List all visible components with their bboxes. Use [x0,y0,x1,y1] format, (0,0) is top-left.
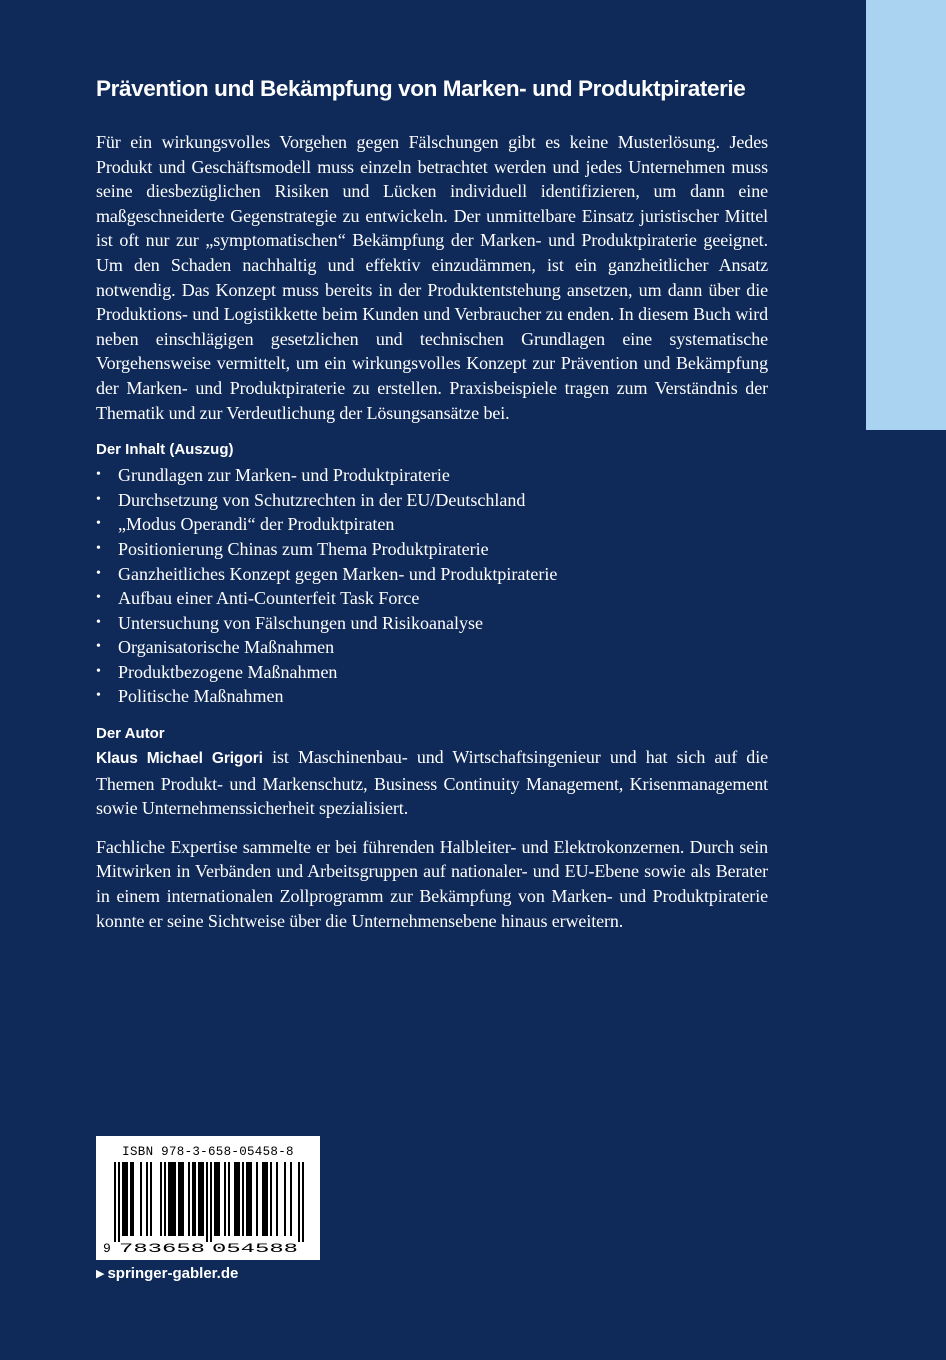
bullet-icon: • [96,614,101,630]
ean-first-digit: 9 [103,1241,111,1256]
list-item-label: Politische Maßnahmen [118,686,284,707]
list-item-label: Produktbezogene Maßnahmen [118,661,338,682]
list-item [96,537,768,562]
barcode-bar [178,1162,180,1236]
barcode-bar [238,1162,240,1236]
barcode-guard-bar [298,1162,300,1242]
barcode-guard-bar [302,1162,304,1242]
barcode-bar [236,1162,238,1236]
barcode-bar [224,1162,226,1236]
barcode-bar [234,1162,236,1236]
barcode-bar [270,1162,272,1236]
barcode-bar [132,1162,134,1236]
list-item-label: Untersuchung von Fälschungen und Risikoanalyse [118,612,483,633]
barcode-bar [188,1162,190,1236]
barcode-bar [182,1162,184,1236]
author-name: Klaus Michael Grigori [96,750,263,768]
list-item [96,660,768,685]
bullet-icon: • [96,565,101,581]
back-cover-content [96,74,768,933]
barcode-bar [130,1162,132,1236]
website-label: springer-gabler.de [107,1265,239,1282]
list-item [96,586,768,611]
list-item-label: Ganzheitliches Konzept gegen Marken- und Produktpiraterie [118,563,558,584]
list-item [96,684,768,709]
barcode-bar [250,1162,252,1236]
list-item-label: Positionierung Chinas zum Thema Produktpiraterie [118,538,489,559]
barcode-bar [164,1162,166,1236]
barcode-bar [174,1162,176,1236]
barcode-bar [198,1162,200,1236]
barcode-bar [146,1162,148,1236]
author-bio [96,745,768,821]
list-item-label: Aufbau einer Anti-Counterfeit Task Force [118,588,420,609]
list-item [96,562,768,587]
barcode-guard-bar [114,1162,116,1242]
bullet-icon: • [96,639,101,655]
barcode-bar [172,1162,174,1236]
barcode-bar [126,1162,128,1236]
barcode-bar [170,1162,172,1236]
list-item [96,488,768,513]
book-title: Prävention und Bekämpfung von Marken- und Produktpiraterie [96,76,746,101]
bullet-icon: • [96,516,101,532]
barcode-bar [290,1162,292,1236]
author-heading: Der Autor [96,725,165,743]
ean-left-group: 783658 [119,1241,205,1256]
barcode-bar [160,1162,162,1236]
barcode-bar [256,1162,258,1236]
list-item-label: Durchsetzung von Schutzrechten in der EU/Deutschland [118,489,526,510]
list-item [96,463,768,488]
publisher-website[interactable] [96,1264,238,1285]
list-item [96,611,768,636]
barcode-guard-bar [118,1162,120,1242]
barcode-bar [140,1162,142,1236]
barcode-bar [194,1162,196,1236]
author-bio-continued: Fachliche Expertise sammelte er bei führenden Halbleiter- und Elektrokonzernen. Durch sein Mitwirken in Verbänden und Arbeitsgruppen auf nationaler- und EU-Ebene sowie als Berater in einem internationalen Zollprogramm zur Bekämpfung von Marken- und Produktpiraterie konnte er seine Sichtweise über die Unternehmensebene hinaus erweitern. [96,836,768,931]
bullet-icon: • [96,590,101,606]
barcode-guard-bar [210,1162,212,1242]
barcode-graphic [96,1136,320,1260]
list-item-label: „Modus Operandi“ der Produktpiraten [118,514,395,535]
barcode-bar [246,1162,248,1236]
barcode-guard-bar [206,1162,208,1242]
barcode-bar [216,1162,218,1236]
barcode-bar [124,1162,126,1236]
barcode-bar [242,1162,244,1236]
barcode-bar [264,1162,266,1236]
contents-list [96,463,768,709]
author-bio-text: ist Maschinenbau- und Wirtschaftsingenieur und hat sich auf die Themen Produkt- und Markenschutz, Business Continuity Management, Krisenmanagement sowie Unternehmenssicherheit spezialisiert. [96,747,768,819]
bullet-icon: • [96,491,101,507]
barcode-bar [150,1162,152,1236]
barcode-bar [248,1162,250,1236]
book-description: Für ein wirkungsvolles Vorgehen gegen Fälschungen gibt es keine Musterlösung. Jedes Produkt und Geschäftsmodell muss einzeln betrachtet werden und jedes Unternehmen muss seine diesbezüglichen Risiken und Lücken individuell identifizieren, um dann eine maßgeschneiderte Gegenstrategie zu entwickeln. Der unmittelbare Einsatz juristischer Mittel ist oft nur zur „symptomatischen“ Bekämpfung der Marken- und Produktpiraterie geeignet. Um den Schaden nachhaltig und effektiv einzudämmen, ist ein ganzheitlicher Ansatz notwendig. Das Konzept muss bereits in der Produktentstehung ansetzen, um dann über die Produktions- und Logistikkette beim Kunden und Verbraucher zu enden. In diesem Buch wird neben einschlägigen gesetzlichen und technischen Grundlagen eine systematische Vorgehensweise vermittelt, um ein wirkungsvolles Konzept zur Prävention und Bekämpfung der Marken- und Produktpiraterie zu erstellen. Praxisbeispiele tragen zum Verständnis der Thematik und zur Verdeutlichung der Lösungsansätze bei. [96,132,768,423]
barcode-bar [202,1162,204,1236]
barcode-bar [218,1162,220,1236]
accent-strip [866,0,946,430]
barcode-bar [200,1162,202,1236]
bullet-icon: • [96,467,101,483]
bullet-icon: • [96,688,101,704]
barcode-bar [180,1162,182,1236]
arrow-right-icon: ▶ [96,1268,105,1280]
barcode-bar [228,1162,230,1236]
barcode-bar [168,1162,170,1236]
barcode-bar [262,1162,264,1236]
contents-heading: Der Inhalt (Auszug) [96,441,234,459]
list-item [96,512,768,537]
barcode-bars [114,1162,304,1242]
list-item [96,635,768,660]
list-item-label: Grundlagen zur Marken- und Produktpiraterie [118,465,450,486]
list-item-label: Organisatorische Maßnahmen [118,637,335,658]
isbn-barcode [96,1136,320,1260]
isbn-label: ISBN 978-3-658-05458-8 [122,1145,294,1159]
barcode-bar [122,1162,124,1236]
bullet-icon: • [96,540,101,556]
barcode-bar [214,1162,216,1236]
barcode-bar [284,1162,286,1236]
barcode-bar [276,1162,278,1236]
bullet-icon: • [96,663,101,679]
barcode-bar [266,1162,268,1236]
ean-right-group: 054588 [212,1241,298,1256]
barcode-bar [192,1162,194,1236]
